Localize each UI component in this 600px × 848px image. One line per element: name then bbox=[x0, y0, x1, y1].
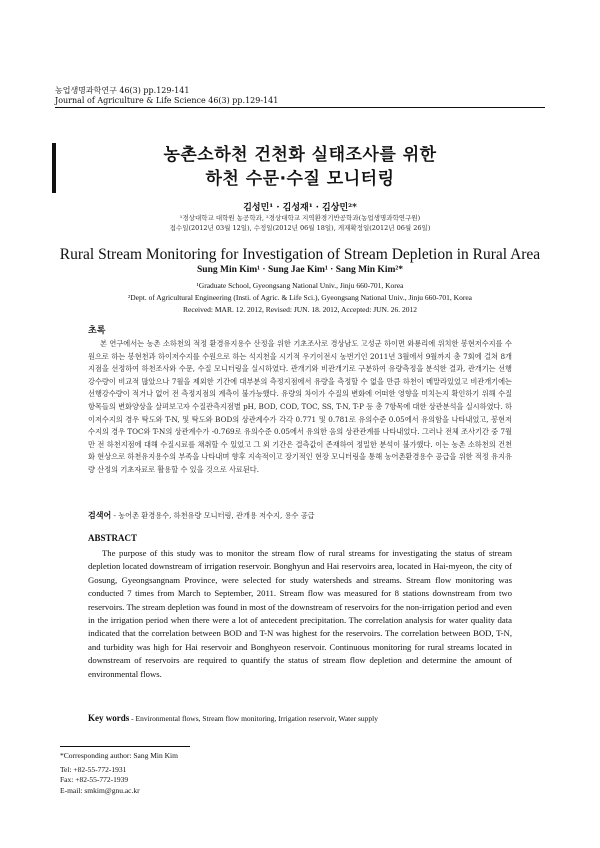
english-affiliation-line-1: ¹Graduate School, Gyeongsang National Univ., Jinju 660-701, Korea bbox=[196, 281, 404, 290]
running-header bbox=[55, 86, 278, 106]
korean-keywords-label: 검색어 bbox=[88, 511, 112, 520]
korean-title bbox=[0, 143, 600, 191]
korean-title-line-2: 하천 수문·수질 모니터링 bbox=[205, 169, 395, 189]
korean-keywords bbox=[88, 510, 512, 521]
korean-abstract-heading: 초록 bbox=[88, 326, 106, 336]
korean-keywords-text: - 농어촌 환경용수, 하천유량 모니터링, 관개용 저수지, 용수 공급 bbox=[113, 511, 315, 520]
korean-title-line-1: 농촌소하천 건천화 실태조사를 위한 bbox=[163, 145, 437, 165]
journal-name-ko: 농업생명과학연구 46(3) pp.129-141 bbox=[55, 86, 190, 95]
english-affiliation bbox=[0, 280, 600, 304]
korean-abstract-body: 본 연구에서는 농촌 소하천의 적정 환경유지용수 산정을 위한 기초조사로 경상남도 고성군 하이면 와룡리에 위치한 봉현저수지를 수원으로 하는 봉현천과 하이저수지를 수원으로 하는 석지천을 시기적 우기이전시 농번기인 2011년 3월에서 9월까지 총 7회에 걸쳐 8개 지점을 선정하여 하천조사와 수문, 수질 모니터링을 실시하였다. 관개기와 비관개기로 구분하여 유량측정을 분석한 결과, 관개기는 선행강수량이 비교적 많았으나 7월을 제외한 기간에 대부분의 측정지점에서 유량을 측정할 수 없을 만큼 하천이 메말라있었고 비관개기에는 선행강수량이 적거나 없어 전 측정지점의 계측이 불가능했다. 유량의 차이가 수질의 변화에 어떠한 영향을 미치는지 확인하기 위해 수질항목들의 변화양상을 살펴보고자 수질관측지점별 pH, BOD, COD, TOC, SS, T-N, T-P 등 총 7항목에 대한 상관분석을 실시하였다. 하이저수지의 경우 탁도와 T-N, 및 탁도와 BOD의 상관계수가 각각 0.771 및 0.781로 유의수준 0.05에서 유의함을 나타내었고, 봉현저수지의 경우 TOC와 T-N의 상관계수가 -0.769로 유의수준 0.05에서 유의한 음의 상관관계를 나타내었다. 그러나 전체 조사기간 중 7월만 전 하천지점에 대해 수질시료를 채취할 수 있었고 그 외 기간은 결측값이 존재하여 정밀한 분석이 불가했다. 이는 농촌 소하천의 건천화 현상으로 하천유지용수의 부족을 나타내며 향후 지속적이고 장기적인 현장 모니터링을 통해 농어촌환경용수 공급을 위한 적정 유지유량 산정의 기초자료로 활용할 수 있을 것으로 사료된다. bbox=[88, 339, 512, 474]
corresponding-author: *Corresponding author: Sang Min Kim bbox=[60, 751, 178, 760]
korean-affiliation: ¹경상대학교 대학원 농공학과, ²경상대학교 지역환경기반공학과(농업생명과학연구원) bbox=[179, 214, 421, 222]
english-keywords-text: - Environmental flows, Stream flow monitoring, Irrigation reservoir, Water supply bbox=[131, 714, 378, 723]
english-keywords-label: Key words bbox=[88, 713, 130, 723]
journal-name-en: Journal of Agriculture & Life Science 46(3) pp.129-141 bbox=[55, 96, 279, 105]
english-affiliation-line-2: ²Dept. of Agricultural Engineering (Insti. of Agric. & Life Sci.), Gyeongsang National Univ., Jinju 660-701, Korea bbox=[128, 293, 472, 302]
telephone: Tel: +82-55-772-1931 bbox=[60, 764, 127, 774]
header-divider bbox=[55, 107, 545, 108]
english-abstract-body: The purpose of this study was to monitor the stream flow of rural streams for investigating the status of stream depletion located downstream of irrigation reservoir. Bonghyun and Hai reservoirs area, located in Hai-myeon, the city of Gosung, Gyeongsangnam Province, were selected for study watersheds and streams. Stream flow monitoring was conducted 7 times from March to September, 2011. Stream flow was measured for 8 stations downstream from two reservoirs. The stream depletion was found in most of the downstream of reservoirs for the non-irrigation period and even in the irrigation period when there were a lot of antecedent precipitation. The correlation analysis for water quality data indicated that the correlation between BOD and T-N was highest for the reservoirs. The correlation between BOD, T-N, and turbidity was high for Hai reservoir and Bonghyeon reservoir. Continuous monitoring for rural streams located in downstream of reservoirs are required to quantify the status of stream flow depletion and determine the amount of environmental flows. bbox=[88, 548, 512, 679]
english-authors: Sung Min Kim¹ · Sung Jae Kim¹ · Sang Min Kim²* bbox=[197, 265, 403, 275]
english-keywords bbox=[88, 713, 512, 723]
email: E-mail: smkim@gnu.ac.kr bbox=[60, 785, 140, 795]
english-dates: Received: MAR. 12. 2012, Revised: JUN. 18. 2012, Accepted: JUN. 26. 2012 bbox=[183, 305, 417, 314]
korean-authors: 김성민¹ · 김성재¹ · 김상민²* bbox=[243, 203, 357, 213]
english-title: Rural Stream Monitoring for Investigation of Stream Depletion in Rural Area bbox=[59, 246, 541, 263]
korean-dates: 접수일(2012년 03월 12일), 수정일(2012년 06월 18일), 게재확정일(2012년 06월 26일) bbox=[169, 224, 431, 232]
footnote-divider bbox=[60, 746, 190, 747]
fax: Fax: +82-55-772-1939 bbox=[60, 775, 129, 784]
footnote bbox=[60, 751, 178, 796]
english-abstract-heading: ABSTRACT bbox=[88, 533, 138, 543]
